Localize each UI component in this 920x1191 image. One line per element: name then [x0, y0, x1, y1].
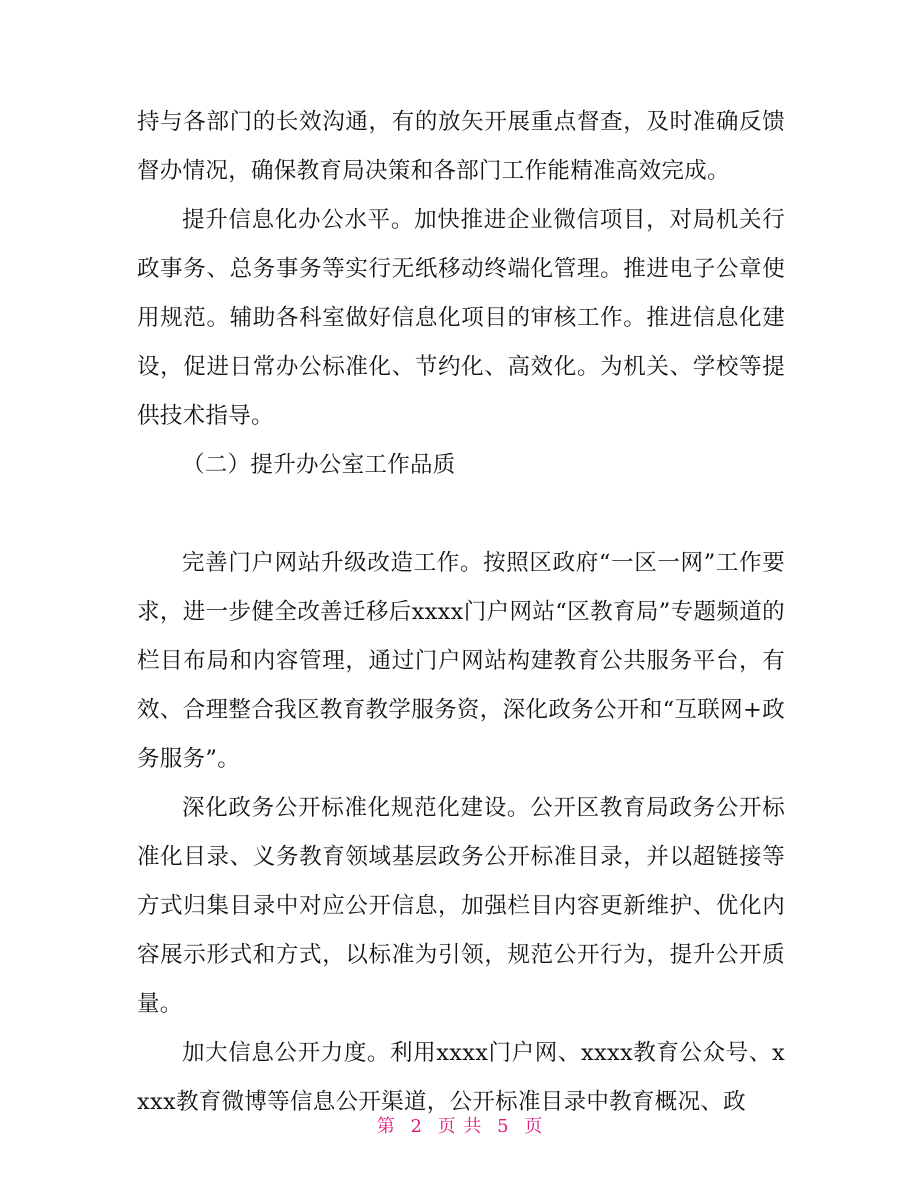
- footer-suffix: 页: [524, 1116, 544, 1137]
- footer-prefix: 第: [376, 1116, 396, 1137]
- footer-total-pages: 5: [497, 1116, 510, 1137]
- footer-current-page: 2: [410, 1116, 423, 1137]
- body-text: [137, 98, 785, 1127]
- page-footer: [0, 1112, 920, 1138]
- paragraph-continued: 持与各部门的长效沟通，有的放矢开展重点督查，及时准确反馈督办情况，确保教育局决策和各部门工作能精准高效完成。: [137, 109, 785, 184]
- section-heading: （二）提升办公室工作品质: [182, 452, 456, 478]
- paragraph-portal-upgrade: 完善门户网站升级改造工作。按照区政府“一区一网”工作要求，进一步健全改善迁移后xxxx门户网站“区教育局”专题频道的栏目布局和内容管理，通过门户网站构建教育公共服务平台，有效、合理整合我区教育教学服务资，深化政务公开和“互联网+政务服务”。: [137, 550, 785, 772]
- paragraph-disclosure: 加大信息公开力度。利用xxxx门户网、xxxx教育公众号、xxxx教育微博等信息公开渠道，公开标准目录中教育概况、政: [137, 1040, 785, 1115]
- paragraph-standardization: 深化政务公开标准化规范化建设。公开区教育局政务公开标准化目录、义务教育领域基层政务公开标准目录，并以超链接等方式归集目录中对应公开信息，加强栏目内容更新维护、优化内容展示形式和方式，以标准为引领，规范公开行为，提升公开质量。: [137, 795, 785, 1017]
- paragraph-informatization: 提升信息化办公水平。加快推进企业微信项目，对局机关行政事务、总务事务等实行无纸移动终端化管理。推进电子公章使用规范。辅助各科室做好信息化项目的审核工作。推进信息化建设，促进日常办公标准化、节约化、高效化。为机关、学校等提供技术指导。: [137, 207, 785, 429]
- footer-middle: 页 共: [437, 1116, 483, 1137]
